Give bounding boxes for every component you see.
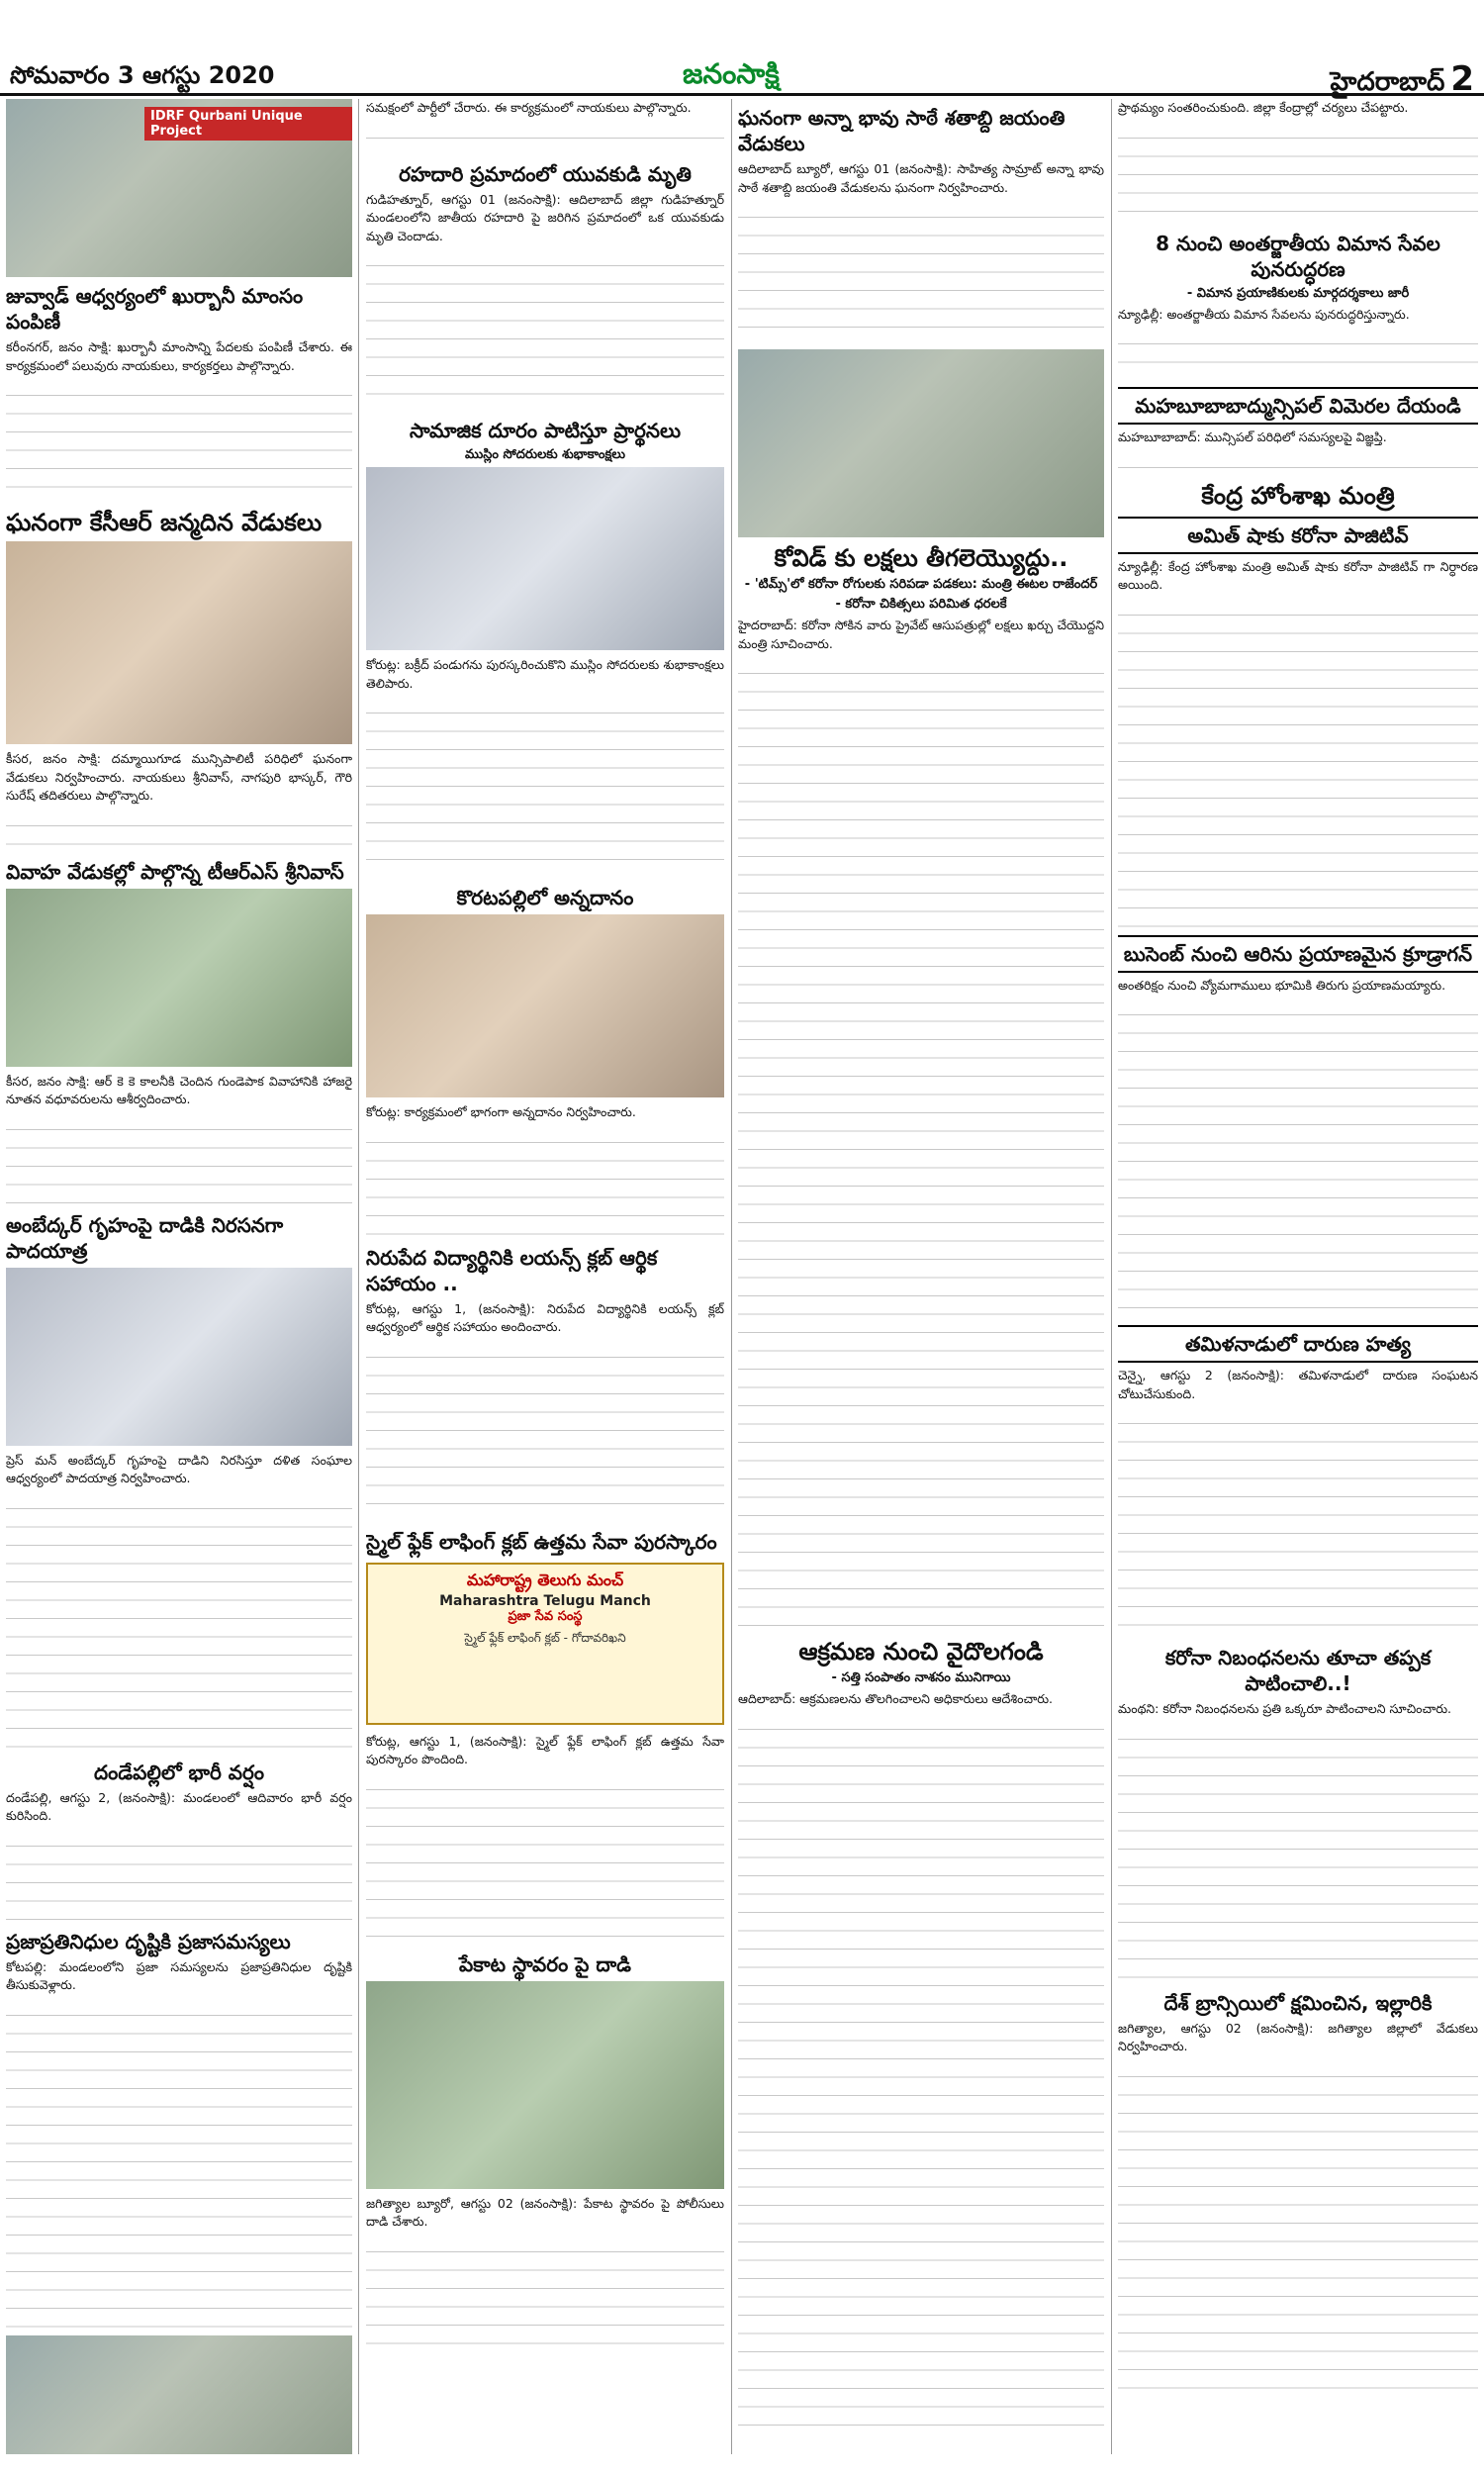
headline: బుసెంబ్‌ నుంచి ఆరిను ప్రయాణమైన క్రూడ్రాగన్ — [1118, 935, 1478, 973]
headline: జువ్వాడ్ ఆధ్వర్యంలో ఖుర్బానీ మాంసం పంపిణీ — [6, 284, 304, 333]
ad-title: మహారాష్ట్ర తెలుగు మంచ్ — [466, 1570, 624, 1589]
issue-date: సోమవారం 3 ఆగస్టు 2020 — [10, 61, 275, 89]
subheadline: ముస్లిం సోదరులకు శుభాకాంక్షలు — [464, 447, 626, 462]
article-text-lines — [1118, 453, 1478, 473]
news-photo-meeting — [6, 2335, 352, 2455]
article-text: జగిత్యాల, ఆగస్టు 02 (జనంసాక్షి): జగిత్యాల జిల్లాలో వేడుకలు నిర్వహించారు. — [1118, 2020, 1478, 2053]
article-text: ఆదిలాబాద్: ఆక్రమణలను తొలగించాలని అధికారులు ఆదేశించారు. — [738, 1691, 1054, 1706]
column-3 — [738, 99, 1104, 2454]
headline: 8 నుంచి అంతర్జాతీయ విమాన సేవల పునరుద్ధరణ — [1156, 231, 1440, 281]
article-text: కోరుట్ల, ఆగస్టు 1, (జనంసాక్షి): స్మైల్ ఫ్లేక్ లాఫింగ్ క్లబ్ ఉత్తమ సేవా పురస్కారం పొందింది. — [366, 1733, 724, 1766]
article-text: కోరుట్ల: కార్యక్రమంలో భాగంగా అన్నదానం నిర్వహించారు. — [366, 1104, 636, 1119]
article-text-lines — [366, 124, 724, 153]
article-text-lines — [366, 1343, 724, 1521]
headline: ఆక్రమణ నుంచి వైదొలగండి — [798, 1638, 1044, 1666]
news-photo-qurbani — [6, 99, 352, 277]
subheadline: - విమాన ప్రయాణికులకు మార్గదర్శకాలు జారీ — [1186, 285, 1410, 301]
paper-name: జనంసాక్షి — [683, 57, 780, 90]
headline: అంబేద్కర్ గృహంపై దాడికి నిరసనగా పాదయాత్ర — [6, 1212, 284, 1263]
article-text: కీసర, జనం సాక్షి: దమ్మాయిగూడ మున్సిపాలిటీ పరిధిలో ఘనంగా వేడుకలు నిర్వహించారు. నాయకులు శ్రీనివాస్, నాగపురి భాస్కర్, గౌరి సురేష్ తదితరులు పాల్గొన్నారు. — [6, 751, 352, 803]
city-name: హైదరాబాద్ — [1330, 67, 1445, 97]
article-text: ఆదిలాబాద్ బ్యూరో, ఆగస్టు 01 (జనంసాక్షి): సాహిత్య సామ్రాట్ అన్నా భావు సాఠే శతాబ్ది జయంతి వేడుకలను ఘనంగా నిర్వహించారు. — [738, 161, 1104, 195]
news-photo-raid — [366, 1981, 724, 2189]
column-2 — [366, 99, 724, 2454]
headline: కోవిడ్ కు లక్షలు తీగలెయ్యొద్దు.. — [774, 544, 1068, 572]
headline: వివాహ వేడుకల్లో పాల్గొన్న టీఆర్ఎస్ శ్రీనివాస్ — [6, 859, 344, 884]
article-text-lines — [366, 1128, 724, 1237]
article-text: కోరుట్ల: బక్రీద్ పండుగను పురస్కరించుకొని ముస్లిం సోదరులకు శుభాకాంక్షలు తెలిపారు. — [366, 657, 724, 691]
article-text: దండేపల్లి, ఆగస్టు 2, (జనంసాక్షి): మండలంలో ఆదివారం భారీ వర్షం కురిసింది. — [6, 1789, 352, 1823]
column-rule — [358, 99, 359, 2454]
article-text-lines — [366, 1775, 724, 1944]
article-text: సమక్షంలో పార్టీలో చేరారు. ఈ కార్యక్రమంలో నాయకులు పాల్గొన్నారు. — [366, 100, 692, 115]
article-text-lines — [6, 811, 352, 851]
headline: స్మైల్ ఫ్లేక్ లాఫింగ్ క్లబ్ ఉత్తమ సేవా పురస్కారం — [366, 1529, 717, 1554]
news-photo-birthday — [6, 541, 352, 744]
column-rule — [731, 99, 732, 2454]
article-text-lines — [366, 251, 724, 410]
ad-title-english: Maharashtra Telugu Manch — [439, 1592, 651, 1609]
article-text-lines — [1118, 1409, 1478, 1637]
article-text-lines — [366, 699, 724, 877]
headline: అమిత్ షాకు కరోనా పాజిటివ్ — [1118, 517, 1478, 554]
article-text: అంతరిక్షం నుంచి వ్యోమగాములు భూమికి తిరుగు ప్రయాణమయ్యారు. — [1118, 977, 1446, 993]
headline: నిరుపేద విద్యార్థినికి లయన్స్ క్లబ్ ఆర్థిక సహాయం .. — [366, 1245, 658, 1295]
article-text-lines — [1118, 1000, 1478, 1317]
ad-text: స్మైల్ ఫ్లేక్ లాఫింగ్ క్లబ్ - గోదావరిఖని — [464, 1630, 626, 1645]
news-photo-jayanthi — [738, 349, 1104, 537]
article-text-lines — [1118, 330, 1478, 379]
column-1 — [6, 99, 352, 2454]
article-text: ప్రాథమ్యం సంతరించుకుంది. జిల్లా కేంద్రాల్లో చర్యలు చేపట్టారు. — [1118, 100, 1409, 115]
article-text-lines — [6, 1832, 352, 1921]
column-rule — [1111, 99, 1112, 2454]
article-text: న్యూఢిల్లీ: అంతర్జాతీయ విమాన సేవలను పునరుద్ధరిస్తున్నారు. — [1118, 306, 1410, 322]
article-text: న్యూఢిల్లీ: కేంద్ర హోంశాఖ మంత్రి అమిత్ షాకు కరోనా పాజిటివ్ గా నిర్ధారణ అయింది. — [1118, 558, 1478, 592]
photo-banner: IDRF Qurbani Unique Project — [144, 107, 352, 141]
page-header — [1331, 59, 1474, 103]
news-photo-wedding — [6, 889, 352, 1067]
article-text-lines — [366, 2237, 724, 2356]
headline: కేంద్ర హోంశాఖ మంత్రి — [1201, 481, 1395, 510]
headline: మహబూబాబాద్మున్సిపల్ విమెరల దేయండి — [1118, 387, 1478, 425]
headline: సామాజిక దూరం పాటిస్తూ ప్రార్థనలు — [409, 419, 682, 442]
subheadline: - సత్తి సంపాతం నాశనం మునిగాయి — [831, 1670, 1011, 1685]
article-text: కోటపల్లి: మండలంలోని ప్రజా సమస్యలను ప్రజాప్రతినిధుల దృష్టికి తీసుకువెళ్లారు. — [6, 1958, 352, 1992]
column-4 — [1118, 99, 1478, 2454]
article-text-lines — [738, 203, 1104, 341]
article-text-lines — [738, 659, 1104, 1629]
article-text: కీసర, జనం సాక్షి: ఆర్ కె కె కాలనీకి చెందిన గుండెపాక వివాహానికి హాజరై నూతన వధూవరులను ఆశీర్వదించారు. — [6, 1073, 352, 1106]
headline: దేశ్ బ్రాన్సియిలో క్షమించిన, ఇల్లారికి — [1163, 1990, 1433, 2015]
headline: ఘనంగా కేసీఆర్ జన్మదిన వేడుకలు — [6, 509, 323, 536]
subheadline: - 'టిమ్స్'లో కరోనా రోగులకు సరిపడా పడకలు: మంత్రి ఈటల రాజేందర్ — [744, 577, 1098, 592]
headline: ఘనంగా అన్నా భావు సాఠే శతాబ్ది జయంతి వేడుకలు — [738, 106, 1066, 155]
article-text-lines — [1118, 124, 1478, 223]
news-photo-annadanam — [366, 914, 724, 1097]
article-text-lines — [6, 381, 352, 500]
masthead — [0, 0, 1484, 99]
article-text-lines — [6, 1115, 352, 1204]
article-text: ప్రెస్ మన్ అంబేద్కర్ గృహంపై దాడిని నిరసిస్తూ దళిత సంఘాల ఆధ్వర్యంలో పాదయాత్ర నిర్వహించారు. — [6, 1452, 352, 1485]
article-text-lines — [1118, 601, 1478, 927]
article-text-lines — [1118, 2062, 1478, 2389]
article-text-lines — [6, 2001, 352, 2328]
headline: కరోనా నిబంధనలను తూచా తప్పక పాటించాలి..! — [1164, 1646, 1432, 1695]
article-text-lines — [6, 1494, 352, 1752]
headline: పేకాట స్థావరం పై దాడి — [459, 1951, 631, 1976]
advertisement — [366, 1563, 724, 1725]
headline: ప్రజాప్రతినిధుల దృష్టికి ప్రజాసమస్యలు — [6, 1929, 291, 1953]
headline: రహదారి ప్రమాదంలో యువకుడి మృతి — [399, 161, 692, 186]
news-photo-prayers — [366, 467, 724, 650]
article-text: జగిత్యాల బ్యూరో, ఆగస్టు 02 (జనంసాక్షి): పేకాట స్థావరం పై పోలీసులు దాడి చేశారు. — [366, 2195, 724, 2229]
article-text: గుడిహత్నూర్, ఆగస్టు 01 (జనంసాక్షి): ఆదిలాబాద్ జిల్లా గుడిహత్నూర్ మండలంలోని జాతీయ రహదారి పై జరిగిన ప్రమాదంలో ఒక యువకుడు మృతి చెందాడు. — [366, 191, 724, 243]
subheadline: - కరోనా చికిత్సలు పరిమిత ధరలకే — [835, 597, 1007, 612]
headline: దండేపల్లిలో భారీ వర్షం — [94, 1760, 264, 1784]
ad-graphic — [374, 1648, 716, 1717]
news-photo-padayatra — [6, 1268, 352, 1446]
article-text: చెన్నై, ఆగస్టు 2 (జనంసాక్షి): తమిళనాడులో దారుణ సంఘటన చోటుచేసుకుంది. — [1118, 1368, 1478, 1401]
article-text: మహబూబాబాద్: మున్సిపల్ పరిధిలో సమస్యలపై విజ్ఞప్తి. — [1118, 429, 1387, 444]
article-text-lines — [1118, 1725, 1478, 1982]
headline: తమిళనాడులో దారుణ హత్య — [1118, 1325, 1478, 1363]
page-number: 2 — [1450, 59, 1474, 99]
article-text: కరీంనగర్, జనం సాక్షి: ఖుర్బానీ మాంసాన్ని పేదలకు పంపిణీ చేశారు. ఈ కార్యక్రమంలో పలువురు నాయకులు, కార్యకర్తలు పాల్గొన్నారు. — [6, 339, 352, 373]
article-text: హైదరాబాద్: కరోనా సోకిన వారు ప్రైవేట్ ఆసుపత్రుల్లో లక్షలు ఖర్చు చేయొద్దని మంత్రి సూచించారు. — [738, 618, 1104, 651]
headline: కొరటపల్లిలో అన్నదానం — [456, 886, 634, 909]
article-text: మంథని: కరోనా నిబంధనలను ప్రతి ఒక్కరూ పాటించాలని సూచించారు. — [1118, 1701, 1451, 1716]
article-text-lines — [738, 1715, 1104, 2427]
article-text: కోరుట్ల, ఆగస్టు 1, (జనంసాక్షి): నిరుపేద విద్యార్థినికి లయన్స్ క్లబ్ ఆధ్వర్యంలో ఆర్థిక సహాయం అందించారు. — [366, 1300, 724, 1334]
ad-subtitle: ప్రజా సేవ సంస్థ — [508, 1608, 583, 1624]
